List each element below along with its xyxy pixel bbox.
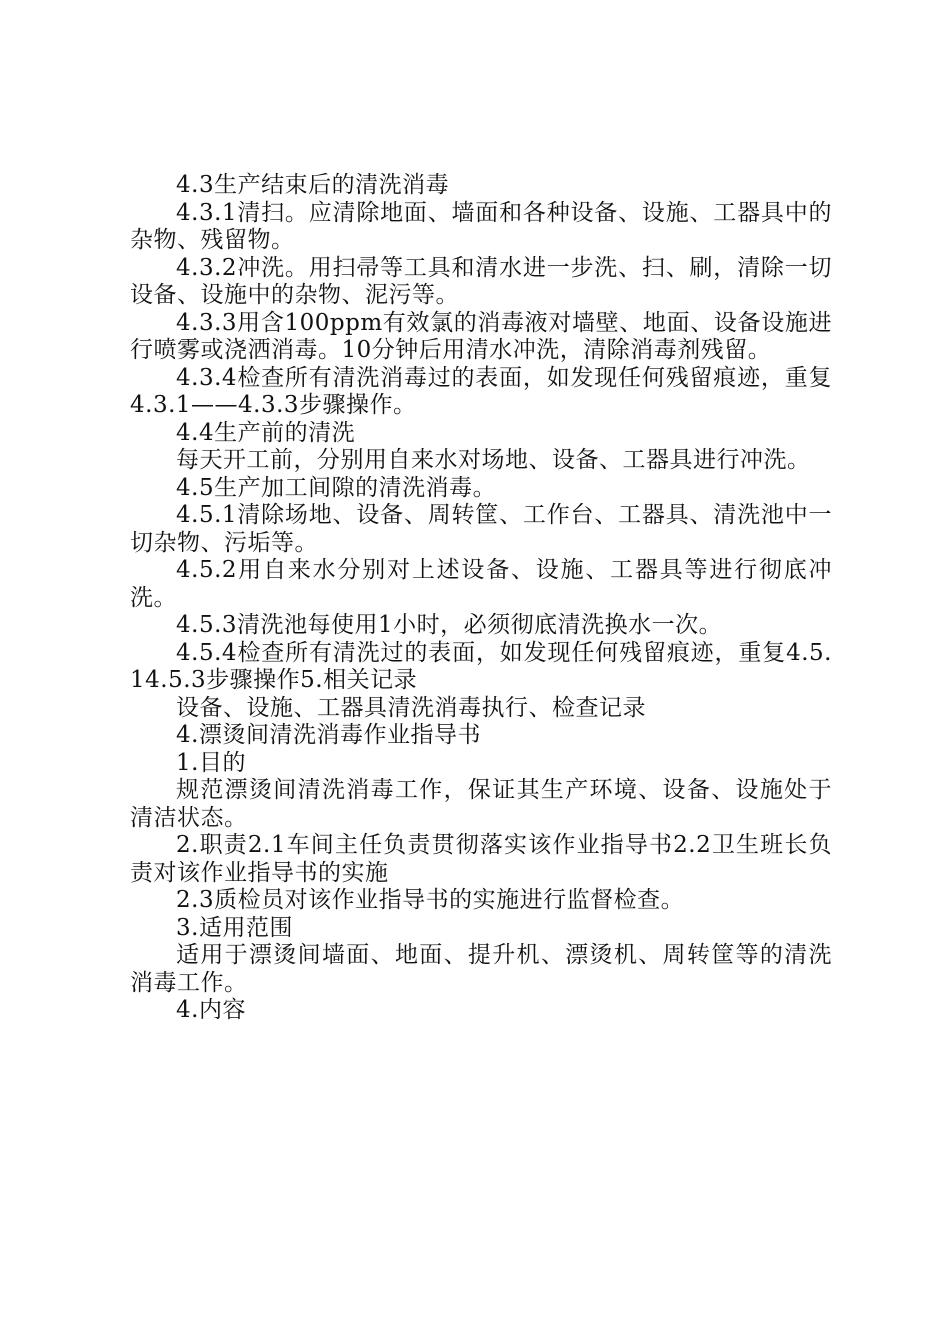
- heading-4-4: 4.4生产前的清洗: [176, 419, 356, 446]
- paragraph-4-5-1: 4.5.1清除场地、设备、周转筐、工作台、工器具、清洗池中一切杂物、污垢等。: [130, 502, 832, 556]
- paragraph-4-5-4: 4.5.4检查所有清洗过的表面，如发现任何残留痕迹，重复4.5.14.5.3步骤操作5.相关记录: [130, 639, 832, 693]
- paragraph-2-3: 2.3质检员对该作业指导书的实施进行监督检查。: [176, 887, 685, 913]
- paragraph-4-5-3: 4.5.3清洗池每使用1小时，必须彻底清洗换水一次。: [176, 612, 723, 638]
- paragraph-purpose: 规范漂烫间清洗消毒工作，保证其生产环境、设备、设施处于清洁状态。: [130, 777, 832, 831]
- paragraph-4-3-4: 4.3.4检查所有清洗消毒过的表面，如发现任何残留痕迹，重复4.3.1——4.3.3步骤操作。: [130, 364, 832, 418]
- paragraph-responsibilities: 2.职责2.1车间主任负责贯彻落实该作业指导书2.2卫生班长负责对该作业指导书的实施: [130, 832, 832, 886]
- heading-4-5: 4.5生产加工间隙的清洗消毒。: [176, 474, 497, 501]
- paragraph-4-3-2: 4.3.2冲洗。用扫帚等工具和清水进一步洗、扫、刷，清除一切设备、设施中的杂物、泥污等。: [130, 254, 832, 308]
- paragraph-4-3-3: 4.3.3用含100ppm有效氯的消毒液对墙壁、地面、设备设施进行喷雾或浇洒消毒。10分钟后用清水冲洗，清除消毒剂残留。: [130, 309, 832, 363]
- heading-blanching-room-guide: 4.漂烫间清洗消毒作业指导书: [176, 722, 481, 748]
- paragraph-4-3-1: 4.3.1清扫。应清除地面、墙面和各种设备、设施、工器具中的杂物、残留物。: [130, 199, 832, 253]
- heading-purpose: 1.目的: [176, 749, 246, 776]
- heading-scope: 3.适用范围: [176, 914, 293, 941]
- paragraph-scope: 适用于漂烫间墙面、地面、提升机、漂烫机、周转筐等的清洗消毒工作。: [130, 942, 832, 996]
- paragraph-records: 设备、设施、工器具清洗消毒执行、检查记录: [176, 694, 646, 721]
- heading-content: 4.内容: [176, 997, 246, 1023]
- heading-4-3: 4.3生产结束后的清洗消毒: [176, 172, 450, 198]
- paragraph-4-4-body: 每天开工前，分别用自来水对场地、设备、工器具进行冲洗。: [176, 447, 811, 473]
- paragraph-4-5-2: 4.5.2用自来水分别对上述设备、设施、工器具等进行彻底冲洗。: [130, 557, 832, 611]
- document-body: [130, 172, 832, 1025]
